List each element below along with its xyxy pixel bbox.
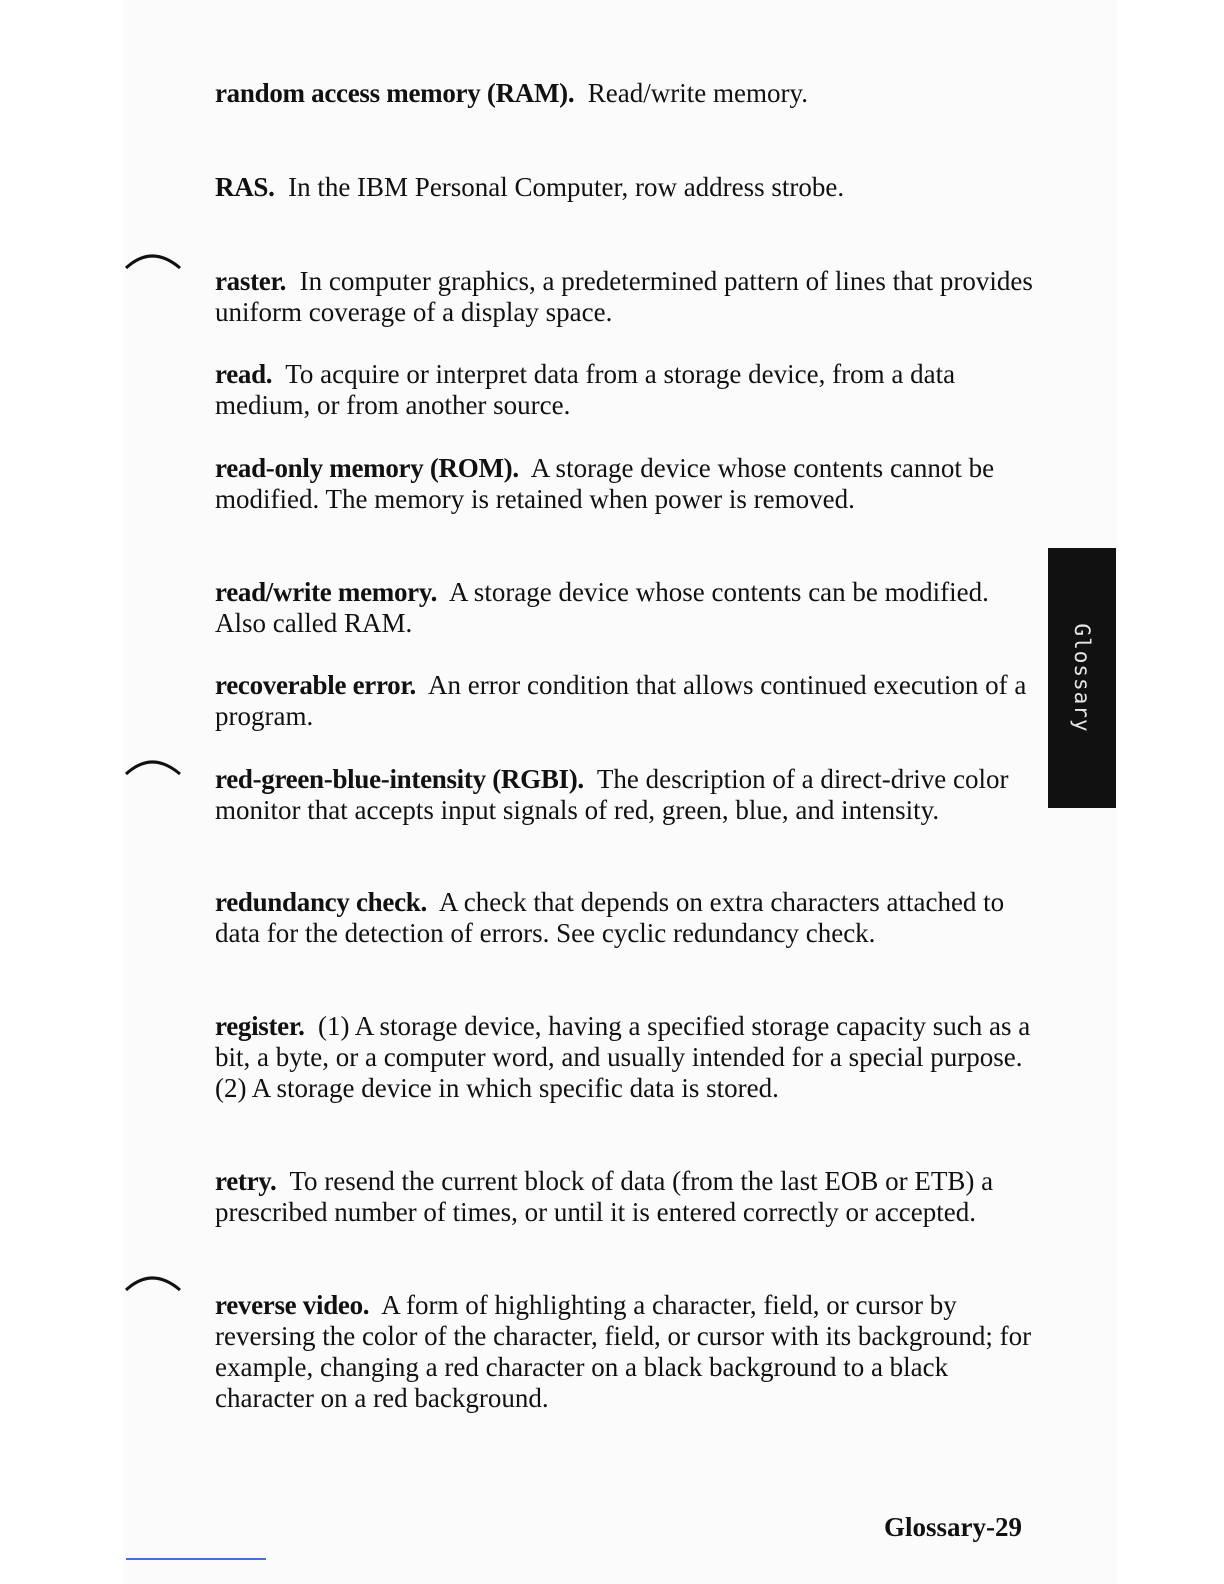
glossary-entry-recoverable-error [215, 670, 1045, 732]
entry-definition: To acquire or interpret data from a storage device, from a data medium, or from another source. [215, 359, 956, 420]
entry-definition: The description of a direct-drive color monitor that accepts input signals of red, green, blue, and intensity. [215, 764, 1009, 825]
entry-term: register. [215, 1011, 305, 1041]
entry-definition: An error condition that allows continued execution of a program. [215, 670, 1027, 731]
entry-definition: In computer graphics, a predetermined pattern of lines that provides uniform coverage of a display space. [215, 266, 1033, 327]
glossary-entry-ram [215, 78, 1045, 109]
glossary-entry-register [215, 1011, 1045, 1104]
entry-term: read. [215, 359, 273, 389]
entry-definition: In the IBM Personal Computer, row address strobe. [288, 172, 845, 202]
entry-definition: Read/write memory. [587, 78, 808, 108]
entry-term: redundancy check. [215, 887, 427, 917]
glossary-entry-rgbi [215, 764, 1045, 826]
binder-hole-mark-icon [124, 1270, 184, 1292]
entry-definition: A storage device whose contents cannot be modified. The memory is retained when power is removed. [215, 453, 995, 514]
glossary-entry-read-write-memory [215, 577, 1045, 639]
section-tab-label: Glossary [1070, 623, 1094, 733]
entry-definition: A check that depends on extra characters attached to data for the detection of errors. See cyclic redundancy check. [215, 887, 1005, 948]
glossary-entry-redundancy-check [215, 887, 1045, 949]
bottom-rule [126, 1558, 266, 1560]
glossary-entry-ras [215, 172, 1045, 203]
entry-term: read-only memory (ROM). [215, 453, 519, 483]
entry-term: RAS. [215, 172, 275, 202]
entry-term: random access memory (RAM). [215, 78, 575, 108]
entry-term: read/write memory. [215, 577, 438, 607]
entry-term: red-green-blue-intensity (RGBI). [215, 764, 584, 794]
glossary-entry-reverse-video [215, 1290, 1045, 1414]
entry-definition: A form of highlighting a character, field, or cursor by reversing the color of the character, field, or cursor with its background; for example, changing a red character on a black background to a black character on a red background. [215, 1290, 1032, 1413]
entry-term: retry. [215, 1166, 277, 1196]
entry-term: recoverable error. [215, 670, 417, 700]
entry-definition: (1) A storage device, having a specified storage capacity such as a bit, a byte, or a computer word, and usually intended for a special purpose. (2) A storage device in which specific data is stored. [215, 1011, 1031, 1103]
binder-hole-mark-icon [124, 248, 184, 270]
binder-hole-mark-icon [124, 754, 184, 776]
page-number: Glossary-29 [884, 1512, 1022, 1542]
glossary-entry-read [215, 359, 1045, 421]
glossary-entry-retry [215, 1166, 1045, 1228]
entry-definition: A storage device whose contents can be modified. Also called RAM. [215, 577, 989, 638]
entry-definition: To resend the current block of data (from the last EOB or ETB) a prescribed number of times, or until it is entered correctly or accepted. [215, 1166, 994, 1227]
glossary-entry-raster [215, 266, 1045, 328]
section-tab [1048, 548, 1116, 808]
entry-term: reverse video. [215, 1290, 370, 1320]
glossary-entry-rom [215, 453, 1045, 515]
entry-term: raster. [215, 266, 287, 296]
